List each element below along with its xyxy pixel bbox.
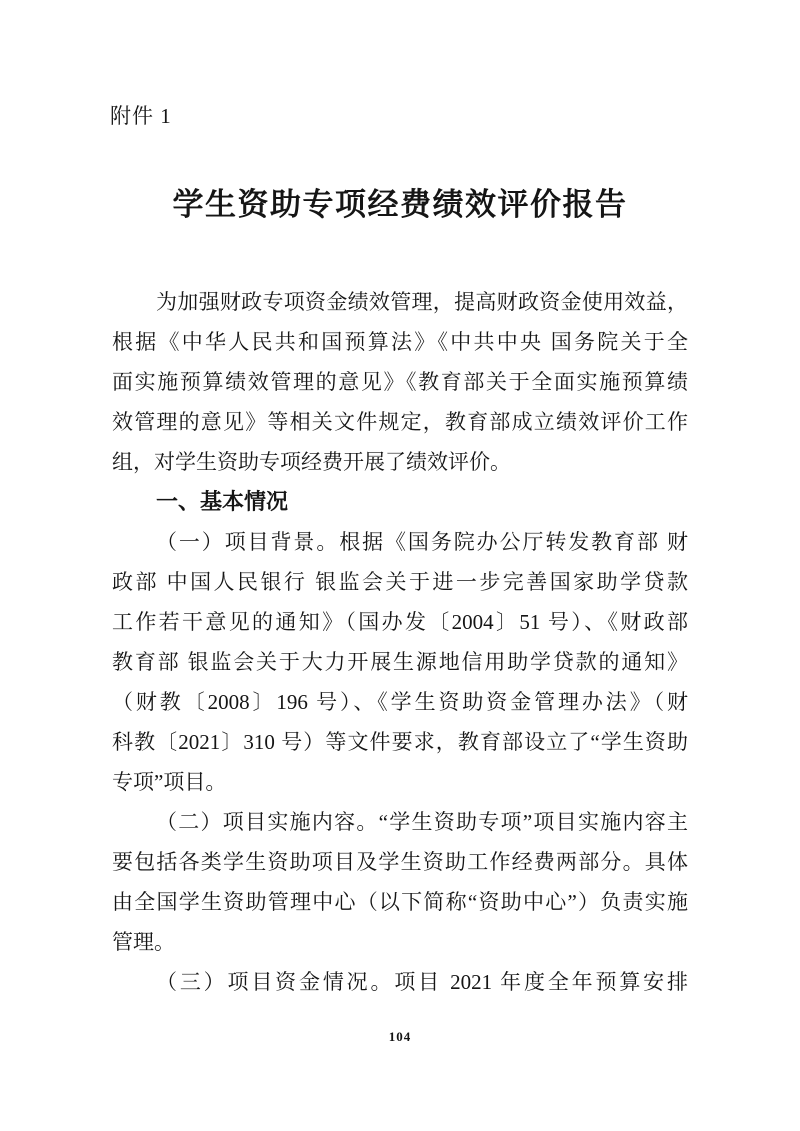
page-number: 104 (388, 1029, 412, 1044)
body-line: 教育部 银监会关于大力开展生源地信用助学贷款的通知》 (112, 650, 688, 674)
body-line: 组，对学生资助专项经费开展了绩效评价。 (112, 450, 511, 474)
body-line: 政部 中国人民银行 银监会关于进一步完善国家助学贷款 (112, 570, 688, 594)
body-line: （一）项目背景。根据《国务院办公厅转发教育部 财 (156, 530, 688, 554)
body-line: （财教〔2008〕196 号）、《学生资助资金管理办法》（财 (112, 690, 688, 714)
body-line: 要包括各类学生资助项目及学生资助工作经费两部分。具体 (112, 850, 688, 874)
document-body (112, 282, 688, 1002)
body-line: （三）项目资金情况。项目 2021 年度全年预算安排 (156, 970, 688, 994)
body-line: 科教〔2021〕310 号）等文件要求，教育部设立了“学生资助 (112, 730, 688, 754)
body-line: 由全国学生资助管理中心（以下简称“资助中心”）负责实施 (112, 890, 688, 914)
body-line: （二）项目实施内容。“学生资助专项”项目实施内容主 (156, 810, 688, 834)
body-line: 专项”项目。 (112, 770, 227, 794)
body-line: 面实施预算绩效管理的意见》《教育部关于全面实施预算绩 (112, 370, 688, 394)
body-line: 效管理的意见》等相关文件规定，教育部成立绩效评价工作 (112, 410, 688, 434)
body-line: 为加强财政专项资金绩效管理，提高财政资金使用效益， (156, 290, 688, 314)
body-line: 根据《中华人民共和国预算法》《中共中央 国务院关于全 (112, 330, 688, 354)
body-line: 管理。 (112, 930, 175, 954)
section-heading: 一、基本情况 (156, 489, 289, 514)
document-title: 学生资助专项经费绩效评价报告 (172, 187, 628, 222)
body-line: 工作若干意见的通知》（国办发〔2004〕51 号）、《财政部 (112, 610, 688, 634)
attachment-label: 附件 1 (110, 104, 172, 128)
